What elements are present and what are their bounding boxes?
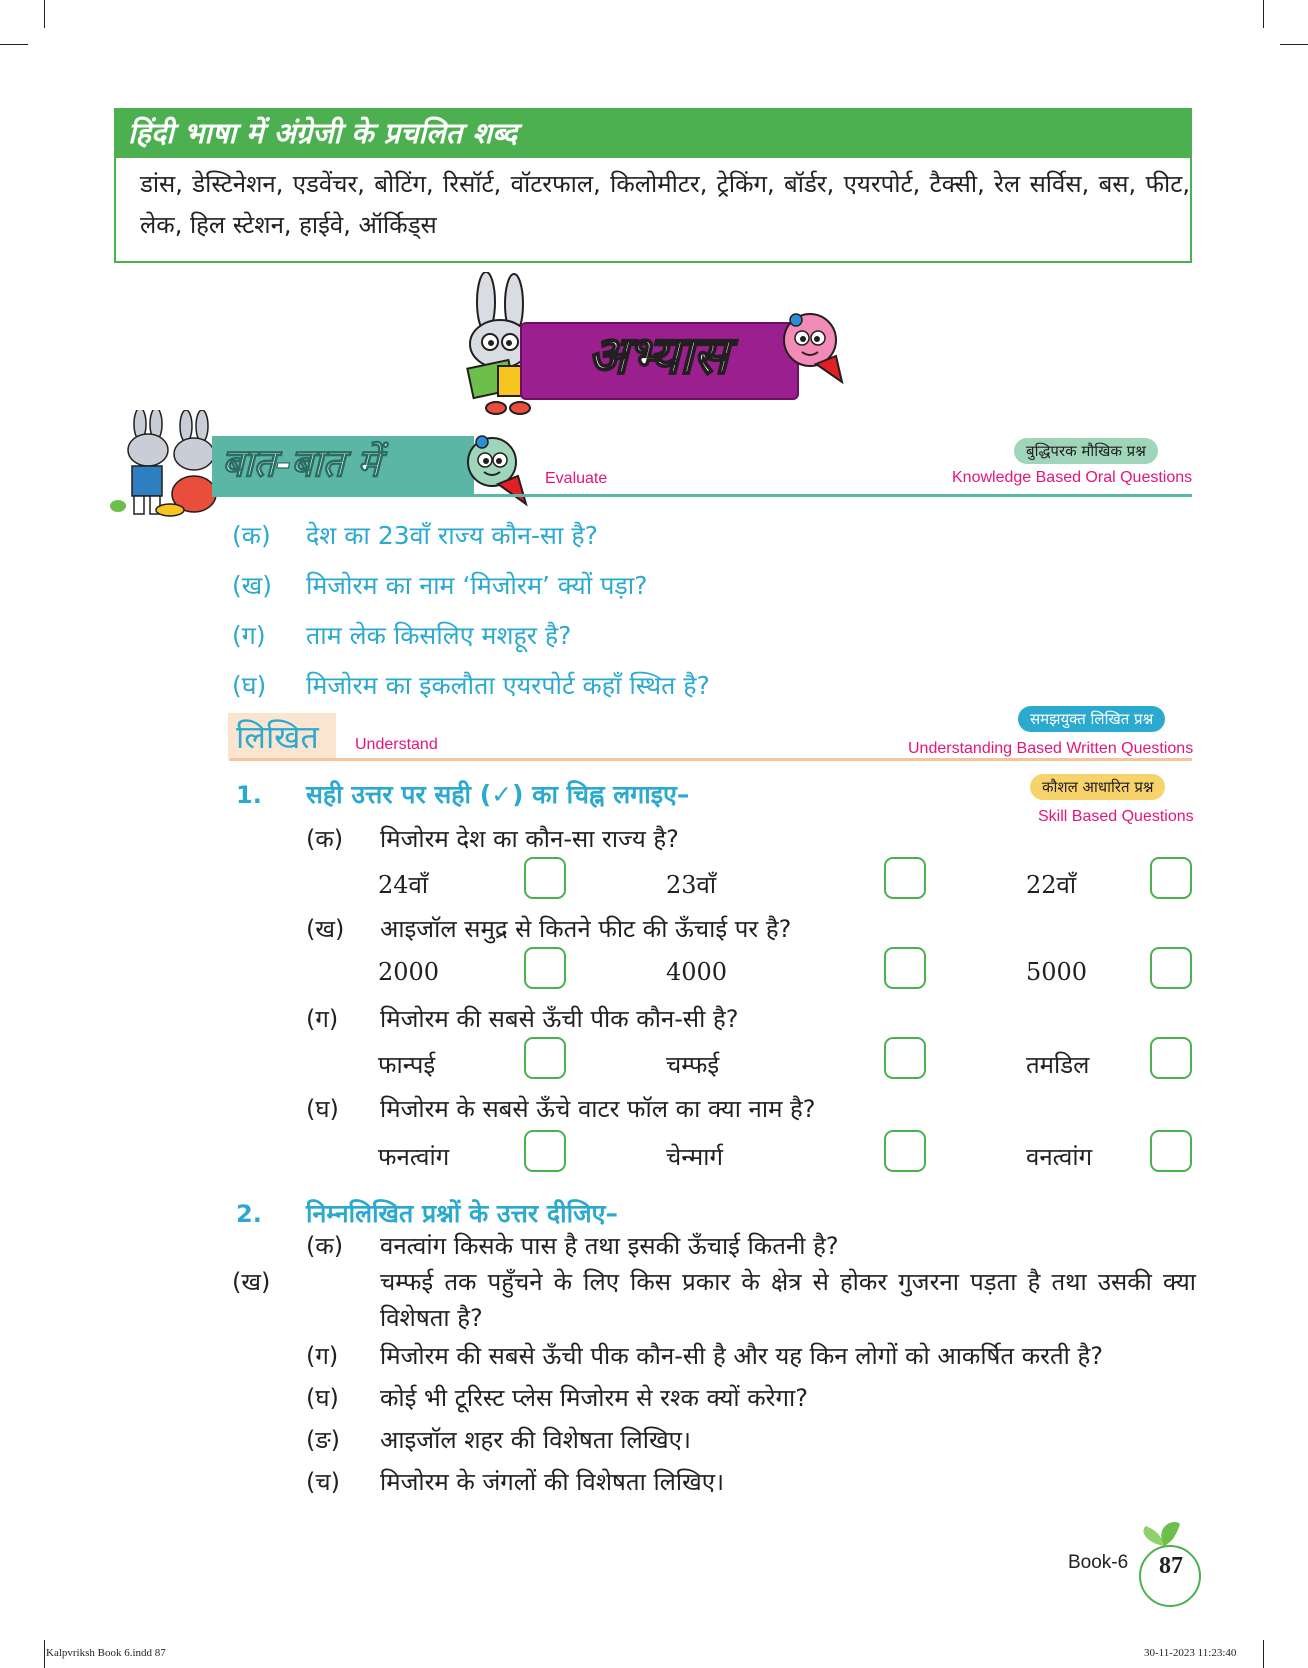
written-section-rule (230, 758, 1192, 761)
mcq-option: 5000 (1026, 958, 1088, 986)
evaluate-label: Evaluate (545, 470, 608, 487)
crop-mark (44, 0, 45, 28)
skill-tag-english: Skill Based Questions (1038, 808, 1194, 825)
long-answer-label: (क) (306, 1232, 344, 1260)
mcq-option: 4000 (666, 958, 728, 986)
book-label: Book-6 (1068, 1552, 1129, 1573)
oral-question-text: मिजोरम का नाम ‘मिजोरम’ क्यों पड़ा? (306, 571, 648, 600)
long-answer-label: (ग) (306, 1342, 339, 1370)
mcq-option: चम्फई (666, 1051, 720, 1079)
exercise-banner-title: अभ्यास (587, 326, 729, 386)
crop-mark (0, 44, 28, 45)
long-answer-text: मिजोरम की सबसे ऊँची पीक कौन-सी है और यह किन लोगों को आकर्षित करती है? (380, 1342, 1103, 1370)
oral-section-title: बात-बात में (222, 440, 381, 485)
long-answer-question (306, 1228, 1126, 1264)
written-tag-hindi: समझयुक्त लिखित प्रश्न (1018, 706, 1165, 732)
answer-checkbox[interactable] (524, 947, 566, 989)
written-section-title: लिखित (236, 718, 319, 756)
oral-question-label: (ख) (232, 571, 272, 600)
crop-mark (1263, 1640, 1264, 1668)
oral-question (232, 668, 710, 702)
answer-checkbox[interactable] (884, 1130, 926, 1172)
answer-checkbox[interactable] (1150, 1130, 1192, 1172)
long-answer-text: मिजोरम के जंगलों की विशेषता लिखिए। (380, 1468, 725, 1496)
question-heading: निम्नलिखित प्रश्नों के उत्तर दीजिए– (306, 1199, 618, 1228)
oral-question-label: (क) (232, 521, 271, 550)
mcq-text: मिजोरम की सबसे ऊँची पीक कौन-सी है? (380, 1005, 739, 1033)
long-answer-label: (ङ) (306, 1426, 341, 1454)
long-answer-text: आइजॉल शहर की विशेषता लिखिए। (380, 1426, 692, 1454)
answer-checkbox[interactable] (524, 857, 566, 899)
long-answer-question (306, 1422, 1126, 1458)
vocab-words: डांस, डेस्टिनेशन, एडवेंचर, बोटिंग, रिसॉर्ट, वॉटरफाल, किलोमीटर, ट्रेकिंग, बॉर्डर, एयरपोर्ट, टैक्सी, रेल सर्विस, बस, फीट, लेक, हिल स्टेशन, हाईवे, ऑर्किड्स (140, 170, 1190, 239)
long-answer-question (232, 1264, 1196, 1336)
pencil-mascot-icon (780, 308, 848, 388)
oral-question (232, 518, 598, 552)
oral-question-label: (घ) (232, 671, 267, 700)
mcq-option: 24वाँ (378, 871, 429, 899)
vocab-title: हिंदी भाषा में अंग्रेजी के प्रचलित शब्द (128, 116, 518, 150)
long-answer-text: वनत्वांग किसके पास है तथा इसकी ऊँचाई कितनी है? (380, 1232, 839, 1260)
mcq-option: वनत्वांग (1026, 1143, 1093, 1171)
long-answer-text: चम्फई तक पहुँचने के लिए किस प्रकार के क्षेत्र से होकर गुजरना पड़ता है तथा उसकी क्या विशेषता है? (380, 1268, 1196, 1332)
oral-tag-hindi: बुद्धिपरक मौखिक प्रश्न (1014, 438, 1158, 464)
mcq-option: तमडिल (1026, 1051, 1090, 1079)
mcq-option: 23वाँ (666, 871, 717, 899)
long-answer-question (306, 1338, 1196, 1374)
question-heading: सही उत्तर पर सही (✓) का चिह्न लगाइए– (306, 780, 690, 809)
written-tag-english: Understanding Based Written Questions (908, 740, 1194, 757)
long-answer-label: (घ) (306, 1384, 339, 1412)
long-answer-question (306, 1380, 1126, 1416)
mcq-option: 22वाँ (1026, 871, 1077, 899)
mcq-option: चेन्मार्ग (666, 1143, 723, 1171)
oral-section-rule (212, 494, 1192, 497)
oral-question-text: देश का 23वाँ राज्य कौन-सा है? (306, 521, 598, 550)
oral-question-label: (ग) (232, 621, 266, 650)
mcq-question (306, 912, 791, 945)
answer-checkbox[interactable] (884, 857, 926, 899)
mcq-label: (घ) (306, 1095, 339, 1123)
answer-checkbox[interactable] (1150, 1037, 1192, 1079)
file-name: Kalpvriksh Book 6.indd 87 (46, 1647, 166, 1659)
answer-checkbox[interactable] (1150, 857, 1192, 899)
oral-question (232, 618, 571, 652)
question-number: 2. (236, 1200, 262, 1228)
print-timestamp: 30-11-2023 11:23:40 (1144, 1647, 1237, 1659)
oral-question-text: ताम लेक किसलिए मशहूर है? (306, 621, 572, 650)
answer-checkbox[interactable] (524, 1130, 566, 1172)
mcq-text: आइजॉल समुद्र से कितने फीट की ऊँचाई पर है? (380, 915, 792, 943)
long-answer-question (306, 1464, 1126, 1500)
mcq-question (306, 822, 679, 855)
mcq-option: 2000 (378, 958, 440, 986)
answer-checkbox[interactable] (524, 1037, 566, 1079)
crop-mark (1280, 44, 1308, 45)
question-number: 1. (236, 781, 262, 809)
oral-question-text: मिजोरम का इकलौता एयरपोर्ट कहाँ स्थित है? (306, 671, 710, 700)
oral-tag-english: Knowledge Based Oral Questions (952, 469, 1193, 486)
mcq-label: (ख) (306, 915, 345, 943)
mcq-question (306, 1092, 816, 1125)
skill-tag-hindi: कौशल आधारित प्रश्न (1030, 774, 1165, 800)
understand-label: Understand (355, 736, 438, 753)
mcq-option: फनत्वांग (378, 1143, 450, 1171)
long-answer-label: (ख) (232, 1268, 271, 1296)
mcq-text: मिजोरम देश का कौन-सा राज्य है? (380, 825, 679, 853)
mcq-question (306, 1002, 738, 1035)
oral-question (232, 568, 648, 602)
answer-checkbox[interactable] (884, 947, 926, 989)
mcq-option: फान्पई (378, 1051, 436, 1079)
mcq-label: (क) (306, 825, 344, 853)
mcq-label: (ग) (306, 1005, 339, 1033)
two-rabbits-icon (110, 410, 220, 522)
answer-checkbox[interactable] (1150, 947, 1192, 989)
long-answer-label: (च) (306, 1468, 340, 1496)
mcq-text: मिजोरम के सबसे ऊँचे वाटर फॉल का क्या नाम है? (380, 1095, 816, 1123)
crop-mark (1263, 0, 1264, 28)
page-number: 87 (1159, 1553, 1183, 1579)
crop-mark (44, 1640, 45, 1668)
long-answer-text: कोई भी टूरिस्ट प्लेस मिजोरम से रश्क क्यों करेगा? (380, 1384, 808, 1412)
answer-checkbox[interactable] (884, 1037, 926, 1079)
